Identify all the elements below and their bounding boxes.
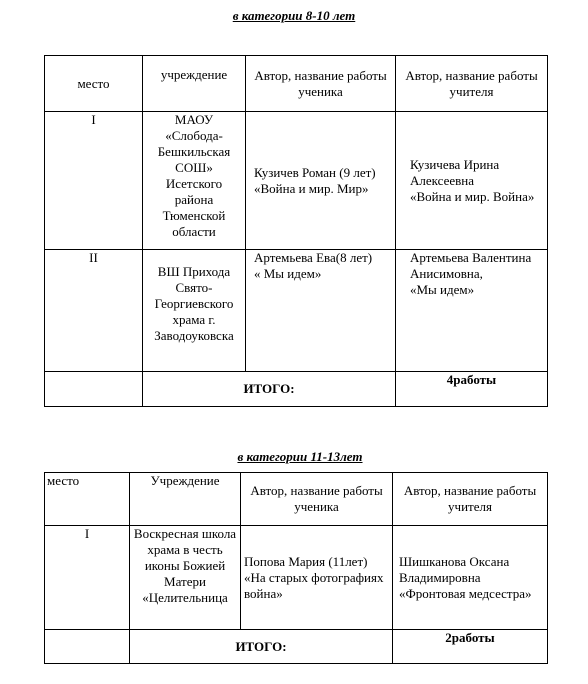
category-heading-11-13: в категории 11-13лет	[237, 449, 363, 464]
institution-cell: Воскресная школа храма в честь иконы Божией Матери «Целительница	[130, 526, 241, 630]
category-heading-8-10: в категории 8-10 лет	[232, 8, 356, 23]
header-teacher-work: Автор, название работы учителя	[393, 473, 548, 526]
header-student-work: Автор, название работы ученика	[241, 473, 393, 526]
table-header-row	[45, 56, 548, 112]
teacher-work-text: Шишканова Оксана Владимировна «Фронтовая медсестра»	[399, 553, 532, 601]
total-value: 4работы	[396, 372, 548, 407]
total-empty-cell	[45, 372, 143, 407]
total-empty-cell	[45, 630, 130, 664]
place-cell: I	[45, 526, 130, 630]
table-row	[45, 250, 548, 372]
student-work-cell	[241, 526, 393, 630]
table-row	[45, 112, 548, 250]
header-place: место	[45, 56, 143, 112]
header-teacher-work: Автор, название работы учителя	[396, 56, 548, 112]
student-work-text: Попова Мария (11лет) «На старых фотографиях война»	[244, 553, 384, 601]
student-work-text: Артемьева Ева(8 лет) « Мы идем»	[254, 250, 373, 281]
total-value: 2работы	[393, 630, 548, 664]
header-institution: Учреждение	[130, 473, 241, 526]
teacher-work-cell	[396, 250, 548, 372]
table-header-row	[45, 473, 548, 526]
teacher-work-text: Артемьева Валентина Анисимовна, «Мы идем»	[410, 250, 532, 297]
institution-cell: ВШ Прихода Свято-Георгиевского храма г. Заводоуковска	[143, 250, 246, 372]
header-place: место	[45, 473, 130, 526]
teacher-work-text: Кузичева Ирина Алексеевна «Война и мир. Война»	[410, 156, 535, 204]
total-row	[45, 630, 548, 664]
teacher-work-cell	[393, 526, 548, 630]
student-work-cell	[246, 250, 396, 372]
institution-cell: МАОУ «Слобода-Бешкильская СОШ» Исетского района Тюменской области	[143, 112, 246, 250]
table-row	[45, 526, 548, 630]
total-label: ИТОГО:	[130, 630, 393, 664]
total-row	[45, 372, 548, 407]
student-work-text: Кузичев Роман (9 лет) «Война и мир. Мир»	[254, 164, 376, 196]
header-student-work: Автор, название работы ученика	[246, 56, 396, 112]
place-cell: II	[45, 250, 143, 372]
student-work-cell	[246, 112, 396, 250]
place-cell: I	[45, 112, 143, 250]
header-institution: учреждение	[143, 56, 246, 112]
results-table-8-10	[44, 55, 548, 407]
teacher-work-cell	[396, 112, 548, 250]
total-label: ИТОГО:	[143, 372, 396, 407]
results-table-11-13	[44, 472, 548, 664]
